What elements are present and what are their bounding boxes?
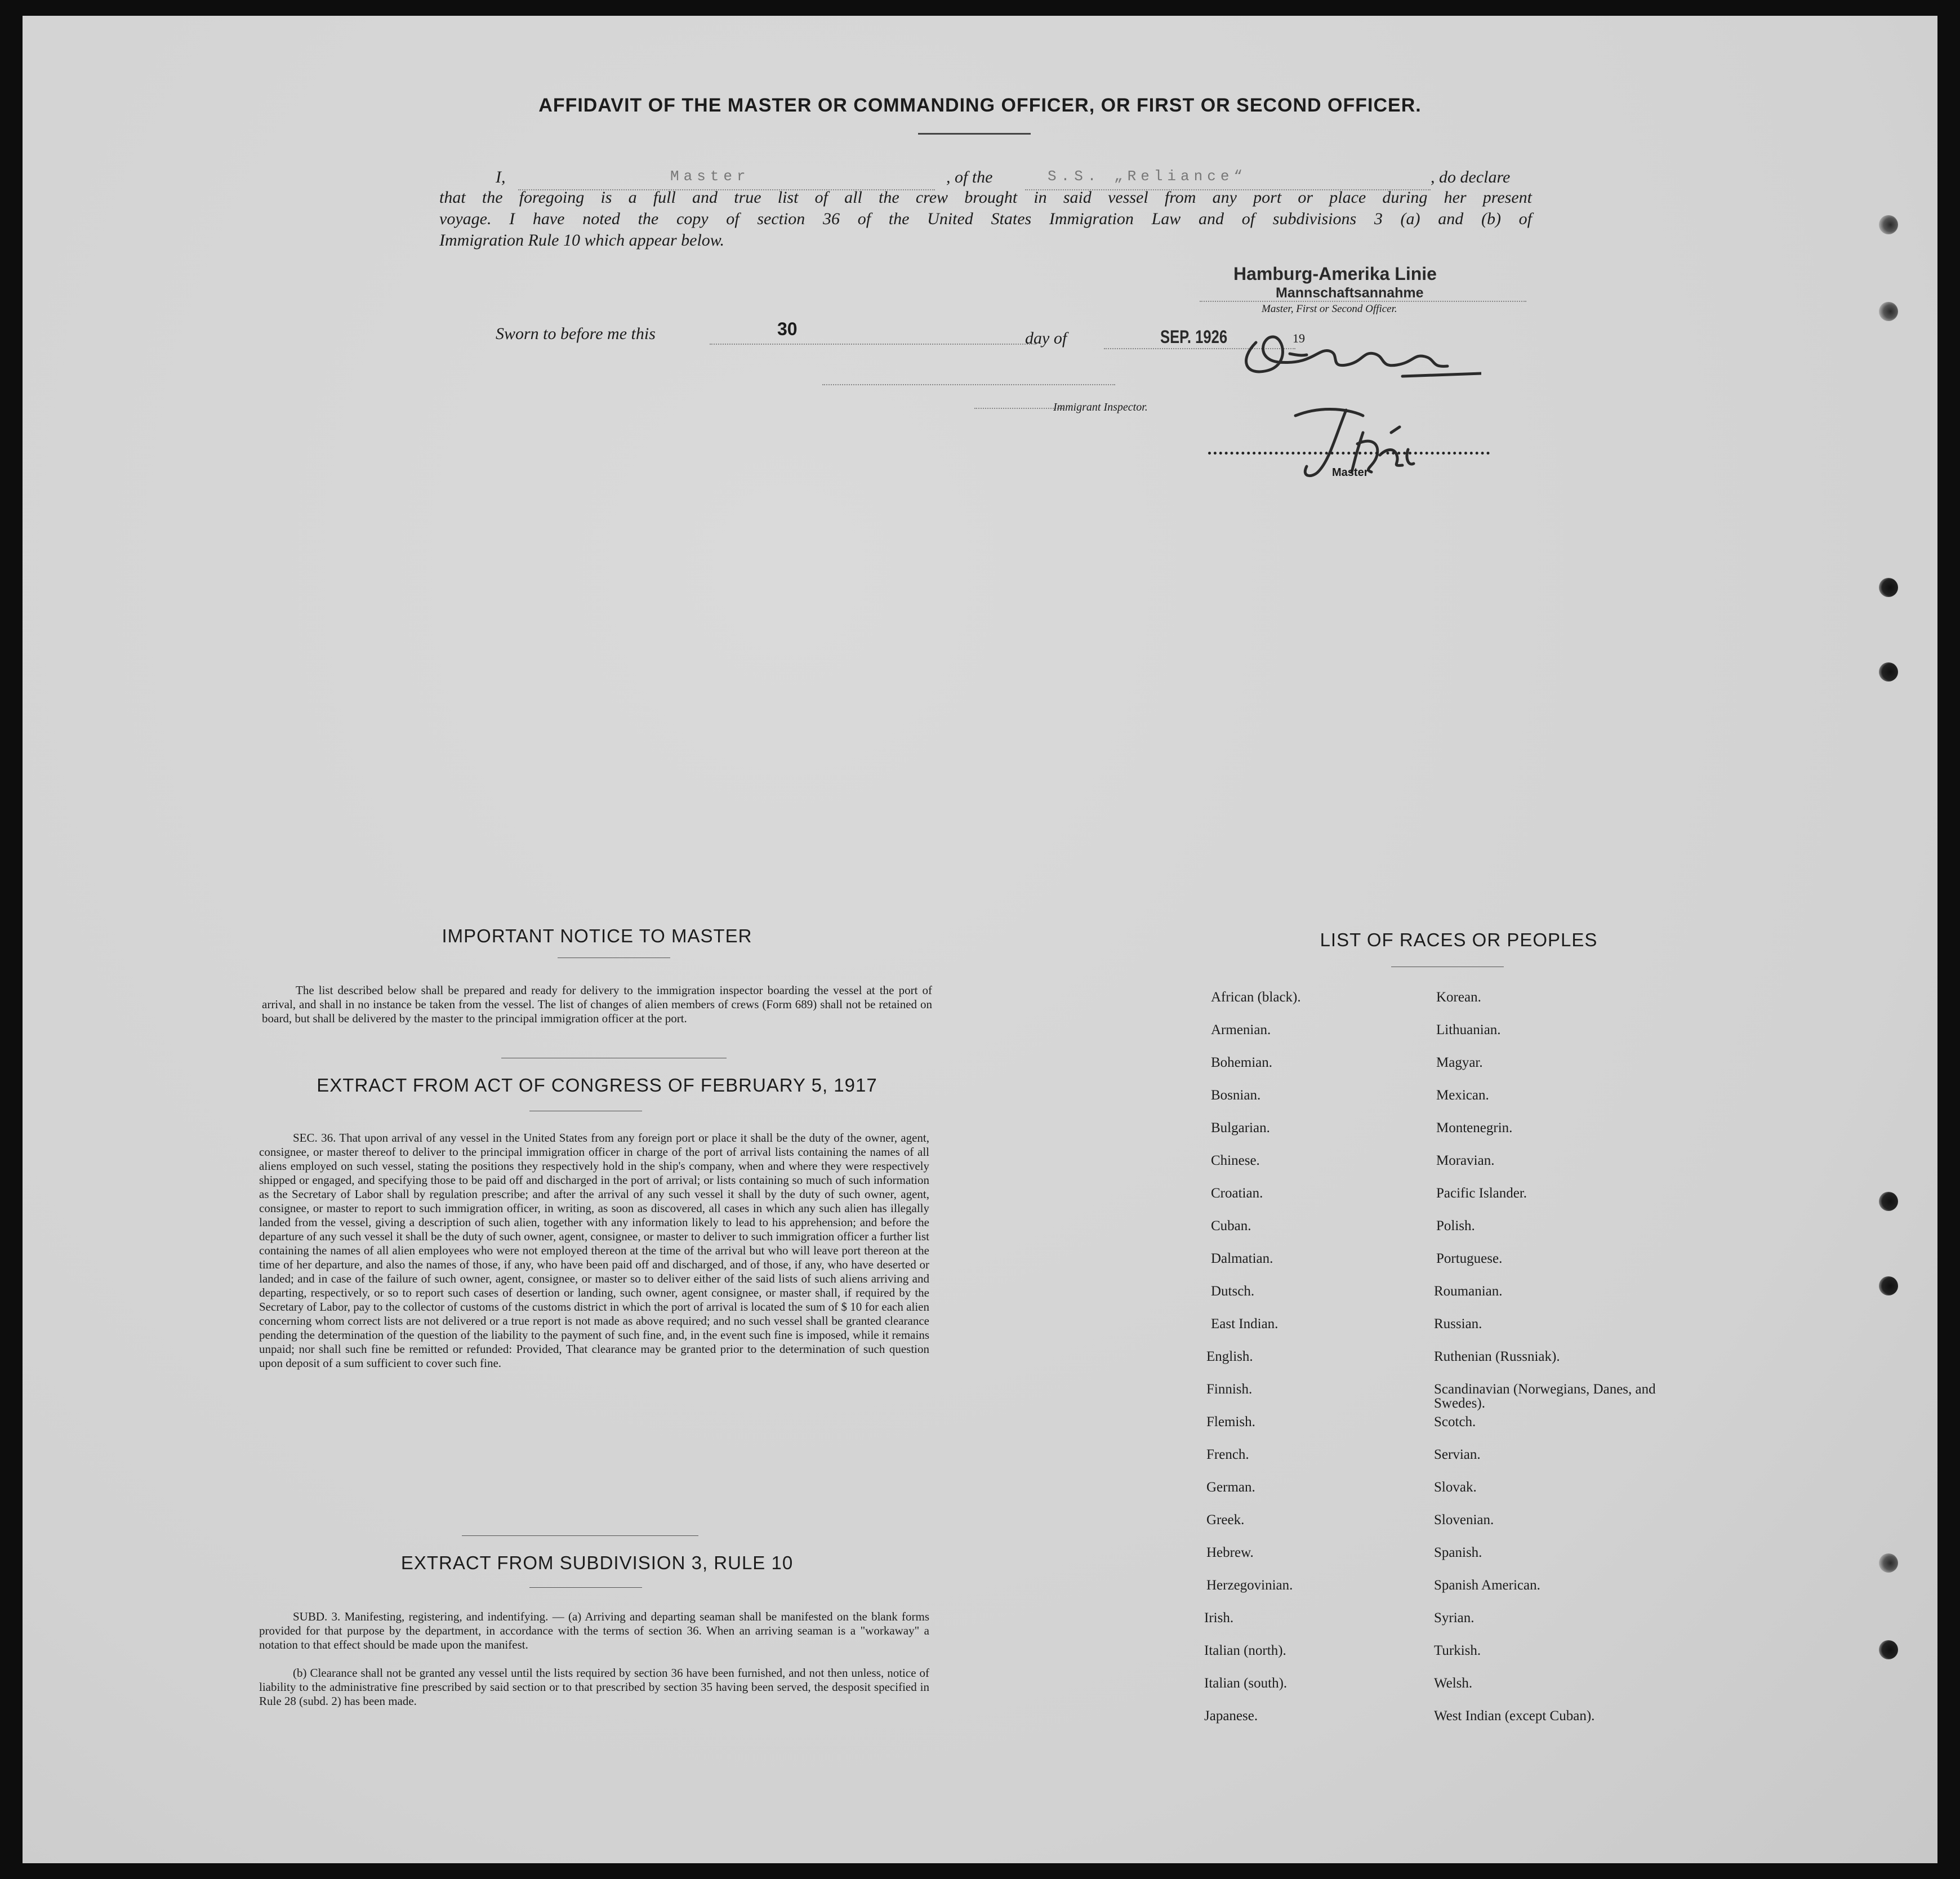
race-item: German. <box>1206 1480 1255 1495</box>
races-heading: LIST OF RACES OR PEOPLES <box>1320 929 1598 950</box>
race-item: Magyar. <box>1436 1055 1483 1070</box>
race-item: Spanish. <box>1434 1545 1482 1560</box>
race-item: Chinese. <box>1211 1153 1260 1168</box>
day-of-label: day of <box>1025 329 1067 348</box>
day-line <box>710 327 1036 345</box>
race-item: Scandinavian (Norwegians, Danes, and Swedes). <box>1434 1382 1656 1411</box>
binder-hole <box>1879 1192 1898 1211</box>
rule-heading: EXTRACT FROM SUBDIVISION 3, RULE 10 <box>400 1552 794 1573</box>
race-item: Russian. <box>1434 1316 1482 1332</box>
race-item: Cuban. <box>1211 1218 1251 1234</box>
race-item: Dutsch. <box>1211 1284 1255 1299</box>
affidavit-line-3: voyage. I have noted the copy of section 36 of the United States Immigration Law and of subdivisions 3 (a) and (b) of <box>439 210 1532 228</box>
binder-hole <box>1879 1276 1898 1295</box>
race-item: Hebrew. <box>1206 1545 1254 1560</box>
do-declare-label: , do declare <box>1431 168 1511 186</box>
race-item: Welsh. <box>1434 1676 1473 1691</box>
inspector-line-1 <box>822 381 1115 385</box>
title-underline <box>918 133 1031 135</box>
inspector-line-2 <box>974 404 1064 409</box>
race-item: Slovak. <box>1434 1480 1477 1495</box>
race-item: Scotch. <box>1434 1414 1476 1430</box>
race-item: Flemish. <box>1206 1414 1255 1430</box>
race-item: Japanese. <box>1204 1708 1258 1724</box>
notice-text: The list described below shall be prepared and ready for delivery to the immigration inspector boarding the vessel at the port of arrival, and shall in no instance be taken from the vessel. The list of changes of alien members of crews (Form 689) shall not be retained on board, but shall be delivered by the master to the principal immigration officer at the port. <box>262 983 932 1025</box>
race-item: Croatian. <box>1211 1186 1263 1201</box>
affidavit-line-2: that the foregoing is a full and true list of all the crew brought in said vessel from any port or place during her present <box>439 188 1532 207</box>
month-stamp-value: SEP. 1926 <box>1160 327 1228 347</box>
master-signature-line <box>1208 452 1490 455</box>
race-item: Roumanian. <box>1434 1284 1503 1299</box>
of-the-label: , of the <box>946 168 993 186</box>
officer-signature <box>1233 320 1481 388</box>
day-value: 30 <box>777 319 798 339</box>
race-item: Finnish. <box>1206 1382 1253 1397</box>
race-item: Armenian. <box>1211 1022 1271 1038</box>
binder-hole <box>1879 215 1898 234</box>
notice-heading-b: NOTICE TO MASTER <box>560 925 752 946</box>
race-item: French. <box>1206 1447 1249 1462</box>
race-item: Syrian. <box>1434 1610 1475 1626</box>
race-item: Bulgarian. <box>1211 1120 1270 1136</box>
binder-hole <box>1879 578 1898 597</box>
act-text: SEC. 36. That upon arrival of any vessel in the United States from any foreign port or place it shall be the duty of the owner, agent, consignee, or master thereof to deliver to the principal immigration officer in charge of the port of arrival lists containing the names of all aliens employed on such vessel, stating the positions they respectively hold in the ship's company, when and where they were respectively shipped or engaged, and specifying those to be paid off and discharged in the port of arrival; or lists containing so much of such information as the Secretary of Labor shall by regulation prescribe; and after the arrival of any such vessel it shall by the duty of such owner, agent, consignee, or master to report to such immigration officer, in writing, as soon as discovered, all cases in which any such alien has illegally landed from the vessel, giving a description of such alien, together with any information likely to lead to his apprehension; and before the departure of any such vessel it shall be the duty of such owner, agent, consignee, or master to deliver to such immigration officer a further list containing the names of all alien employees who were not employed thereon at the time of the arrival but who will leave port thereon at the time of her departure, and also the names of those, if any, who have been paid off and discharged, and of those, if any, who have deserted or landed; and in case of the failure of such owner, agent, consignee, or master so to deliver either of the said lists of such aliens arriving and departing, respectively, or so to report such cases of desertion or landing, such owner, agent consignee, or master shall, if required by the Secretary of Labor, pay to the collector of customs of the customs district in which the port of arrival is located the sum of $ 10 for each alien concerning whom correct lists are not delivered or a true report is not made as above required; and no such vessel shall be granted clearance pending the determination of the question of the liability to the payment of such fine, and, in the event such fine is imposed, while it remains unpaid; nor shall such fine be remitted or refunded: Provided, That clearance may be granted prior to the determination of such question upon deposit of a sum sufficient to cover such fine. <box>259 1131 929 1370</box>
inspector-label: Immigrant Inspector. <box>1053 401 1148 413</box>
ship-typed-value: S.S. „Reliance“ <box>1048 168 1248 185</box>
race-item: East Indian. <box>1211 1316 1279 1332</box>
sworn-label: Sworn to before me this <box>496 324 656 343</box>
race-item: Spanish American. <box>1434 1578 1540 1593</box>
master-label: Master <box>1332 466 1369 479</box>
rule-para-a: SUBD. 3. Manifesting, registering, and indentifying. — (a) Arriving and departing seaman shall be manifested on the blank forms provided for that purpose by the department, in accordance with the terms of section 36. When an arriving seaman is a "workaway" a notation to that effect should be made upon the manifest. <box>259 1610 929 1651</box>
race-item: Korean. <box>1436 990 1481 1005</box>
notice-heading <box>191 925 1003 947</box>
race-item: Herzegovinian. <box>1206 1578 1293 1593</box>
binder-hole <box>1879 302 1898 321</box>
act-divider <box>462 1535 698 1536</box>
document-page <box>23 16 1937 1863</box>
race-item: Mexican. <box>1436 1088 1489 1103</box>
notice-heading-a: IMPORTANT <box>442 925 555 946</box>
race-item: Greek. <box>1206 1512 1245 1528</box>
company-stamp-line-1: Hamburg-Amerika Linie <box>1233 264 1437 284</box>
i-label: I, <box>496 168 506 186</box>
race-item: Pacific Islander. <box>1436 1186 1527 1201</box>
race-item: West Indian (except Cuban). <box>1434 1708 1595 1724</box>
race-item: Portuguese. <box>1436 1251 1503 1266</box>
officer-signature-line <box>1200 297 1526 302</box>
master-signature <box>1279 393 1459 489</box>
race-item: Bosnian. <box>1211 1088 1261 1103</box>
race-item: Ruthenian (Russniak). <box>1434 1349 1560 1364</box>
officer-label: Master, First or Second Officer. <box>1262 303 1397 315</box>
race-item: Slovenian. <box>1434 1512 1494 1528</box>
race-item: Servian. <box>1434 1447 1481 1462</box>
race-item: Bohemian. <box>1211 1055 1273 1070</box>
race-item: Turkish. <box>1434 1643 1481 1658</box>
act-heading: EXTRACT FROM ACT OF CONGRESS OF FEBRUARY 5, 1917 <box>317 1075 877 1096</box>
affidavit-line-4: Immigration Rule 10 which appear below. <box>439 231 725 250</box>
rule-heading-rule <box>529 1587 642 1588</box>
master-typed-value: Master <box>670 168 750 185</box>
year-suffix: 19 <box>1293 331 1305 345</box>
race-item: English. <box>1206 1349 1253 1364</box>
race-item: Irish. <box>1204 1610 1234 1626</box>
rule-para-b: (b) Clearance shall not be granted any vessel until the lists required by section 36 have been furnished, and not then unless, notice of liability to the administrative fine prescribed by said section or to that prescribed by section 35 having been served, the desposit specified in Rule 28 (subd. 2) has been made. <box>259 1666 929 1708</box>
race-item: Italian (north). <box>1204 1643 1286 1658</box>
company-stamp-line-2: Mannschaftsannahme <box>1276 285 1424 301</box>
race-item: Italian (south). <box>1204 1676 1288 1691</box>
affidavit-title: AFFIDAVIT OF THE MASTER OR COMMANDING OFFICER, OR FIRST OR SECOND OFFICER. <box>538 95 1422 116</box>
race-item: African (black). <box>1211 990 1301 1005</box>
binder-hole <box>1879 1640 1898 1659</box>
race-item: Polish. <box>1436 1218 1475 1234</box>
race-item: Montenegrin. <box>1436 1120 1513 1136</box>
binder-hole <box>1879 1553 1898 1573</box>
race-item: Lithuanian. <box>1436 1022 1501 1038</box>
race-item: Dalmatian. <box>1211 1251 1273 1266</box>
race-item: Moravian. <box>1436 1153 1495 1168</box>
binder-hole <box>1879 662 1898 682</box>
